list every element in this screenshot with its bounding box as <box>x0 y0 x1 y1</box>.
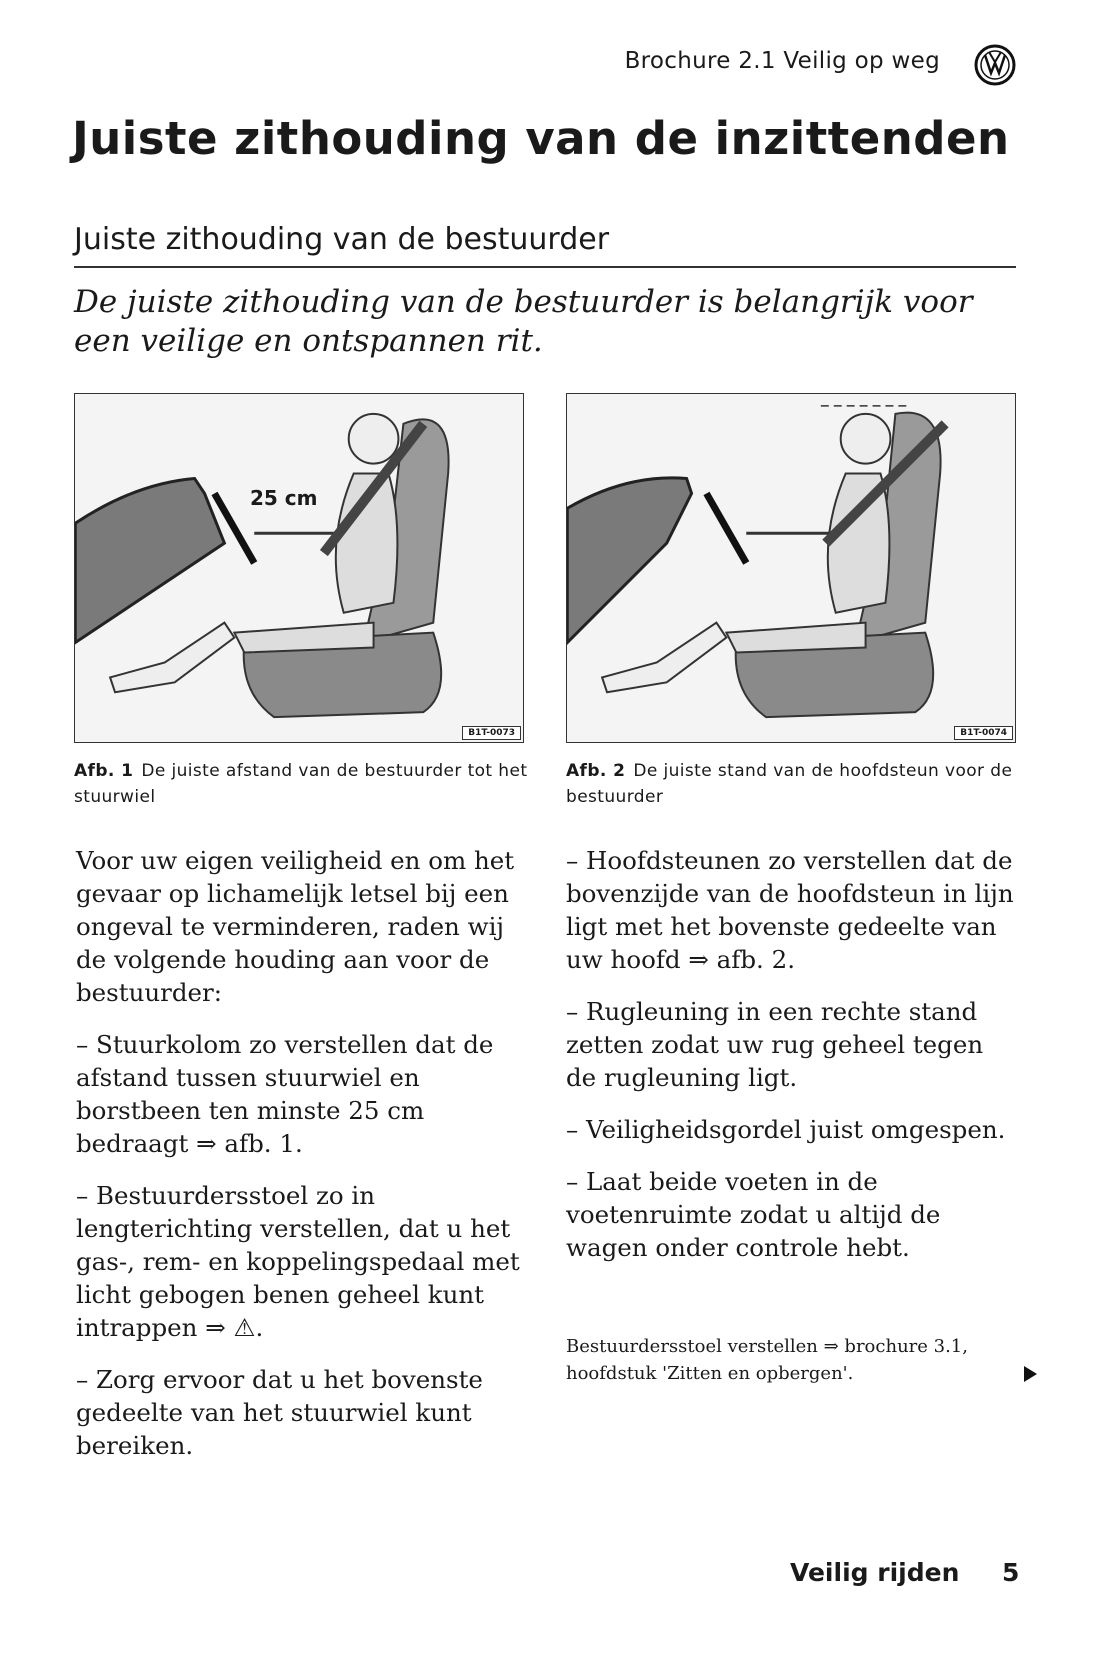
figure-label: Afb. 1 <box>74 761 134 781</box>
vw-logo-icon <box>973 43 1017 87</box>
paragraph: Voor uw eigen veiligheid en om het gevaar op lichamelijk letsel bij een ongeval te verminderen, raden wij de volgende houding aan voor de bestuurder: <box>76 846 515 1007</box>
list-item: – Rugleuning in een rechte stand zetten zodat uw rug geheel tegen de rugleuning ligt. <box>566 997 984 1092</box>
cross-reference-note: Bestuurdersstoel verstellen ⇒ brochure 3.1, hoofdstuk 'Zitten en opbergen'. <box>566 1336 968 1384</box>
left-column <box>76 844 526 1481</box>
continue-arrow-icon <box>1024 1366 1037 1382</box>
running-header: Brochure 2.1 Veilig op weg <box>624 48 940 74</box>
right-column <box>566 844 1016 1283</box>
distance-annotation: 25 cm <box>250 486 318 510</box>
divider <box>74 266 1016 268</box>
figure-1-caption <box>74 758 529 810</box>
figure-2-illustration <box>566 393 1016 743</box>
caption-text: De juiste afstand van de bestuurder tot het stuurwiel <box>74 761 528 807</box>
lead-paragraph: De juiste zithouding van de bestuurder is belangrijk voor een veilige en ontspannen rit. <box>74 284 973 359</box>
page-title: Juiste zithouding van de inzittenden <box>72 112 1010 165</box>
figure-code: B1T-0073 <box>462 726 521 740</box>
list-item: – Zorg ervoor dat u het bovenste gedeelte van het stuurwiel kunt bereiken. <box>76 1365 483 1460</box>
list-item: – Bestuurdersstoel zo in lengterichting verstellen, dat u het gas-, rem- en koppelingspedaal met licht gebogen benen geheel kunt intrappen ⇒ ⚠. <box>76 1181 520 1342</box>
page-number: 5 <box>1002 1558 1020 1587</box>
figure-code: B1T-0074 <box>954 726 1013 740</box>
list-item: – Veiligheidsgordel juist omgespen. <box>566 1115 1006 1144</box>
list-item: – Hoofdsteunen zo verstellen dat de bovenzijde van de hoofdsteun in lijn ligt met het bovenste gedeelte van uw hoofd ⇒ afb. 2. <box>566 846 1014 974</box>
list-item: – Laat beide voeten in de voetenruimte zodat u altijd de wagen onder controle hebt. <box>566 1167 941 1262</box>
figure-2-caption <box>566 758 1021 810</box>
list-item: – Stuurkolom zo verstellen dat de afstand tussen stuurwiel en borstbeen ten minste 25 cm bedraagt ⇒ afb. 1. <box>76 1030 494 1158</box>
section-title: Juiste zithouding van de bestuurder <box>74 222 610 257</box>
caption-text: De juiste stand van de hoofdsteun voor de bestuurder <box>566 761 1013 807</box>
figure-label: Afb. 2 <box>566 761 626 781</box>
figure-1-illustration <box>74 393 524 743</box>
footer-section: Veilig rijden <box>790 1558 960 1587</box>
